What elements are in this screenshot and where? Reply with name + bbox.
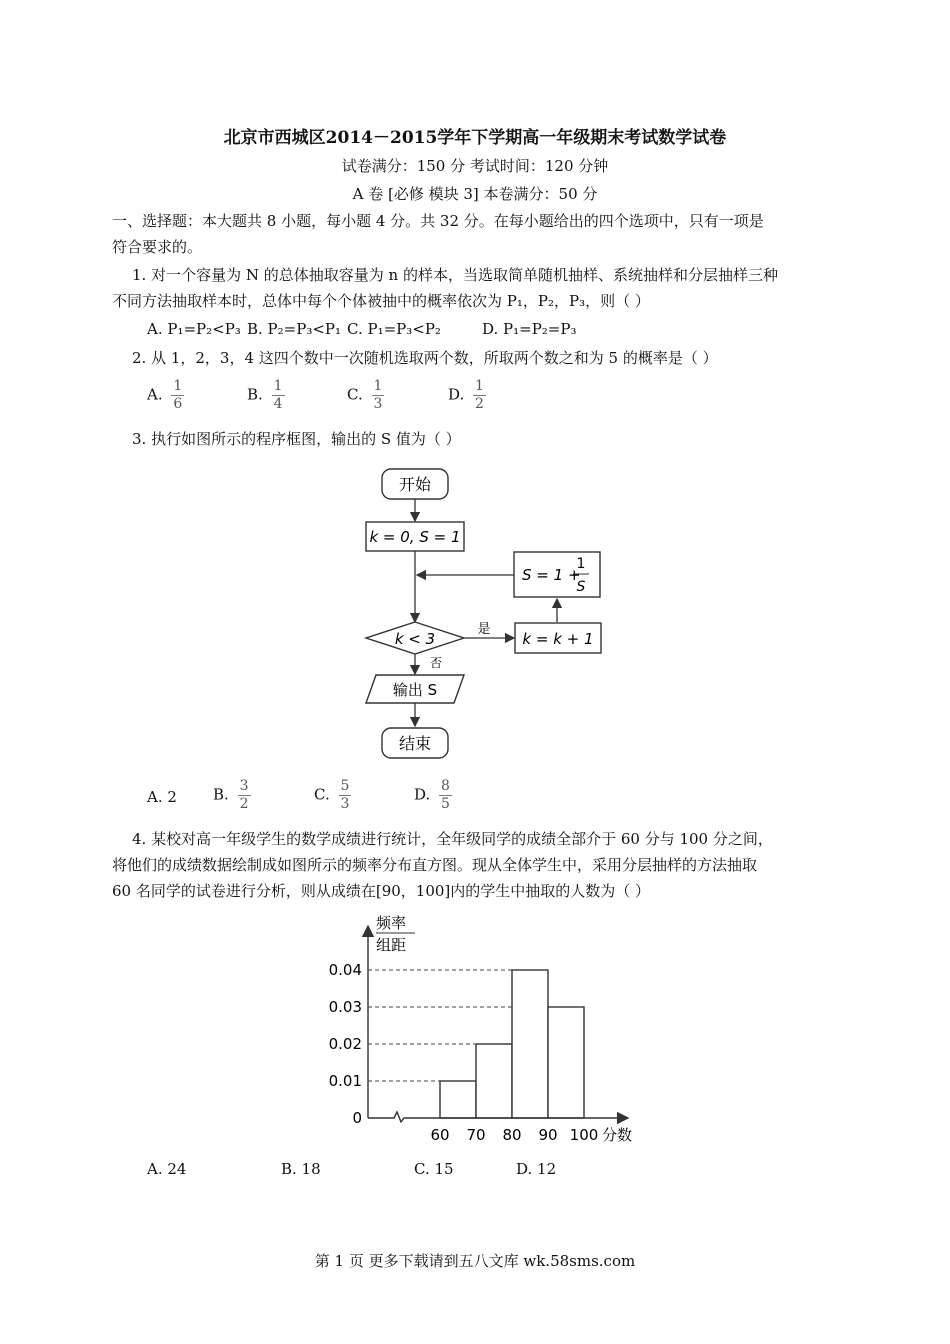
instructions-line-1: 一、选择题：本大题共 8 小题，每小题 4 分。共 32 分。在每小题给出的四个选项中，只有一项是 (112, 212, 764, 230)
page-title: 北京市西城区2014－2015学年下学期高一年级期末考试数学试卷 (223, 128, 727, 148)
flow-condition-label: k < 3 (394, 630, 436, 648)
q3-option-d-label: D. (414, 785, 431, 804)
q2-option-d-fraction: $\frac{1}{2}$ (475, 378, 484, 412)
q4-option-d[interactable]: D. 12 (516, 1160, 557, 1178)
histogram-x-tick-100: 100 (569, 1126, 599, 1144)
q2-option-b[interactable] (247, 378, 285, 413)
q4-line-3: 60 名同学的试卷进行分析，则从成绩在[90，100]内的学生中抽取的人数为（ ） (112, 882, 651, 900)
q3-option-c-label: C. (314, 785, 330, 804)
q3-option-b[interactable] (213, 778, 251, 813)
histogram-y-tick-0.01: 0.01 (328, 1072, 362, 1090)
q1-option-d[interactable]: D. P₁=P₂=P₃ (482, 320, 577, 338)
flow-update-s-num: 1 (576, 556, 586, 572)
flow-start-label: 开始 (398, 475, 432, 494)
q3-option-b-fraction: $\frac{3}{2}$ (239, 778, 249, 812)
q2-option-b-label: B. (247, 385, 263, 404)
q3-option-b-label: B. (213, 785, 229, 804)
flowchart (350, 460, 620, 765)
histogram-x-tick-90: 90 (538, 1126, 558, 1144)
q2-text: 2. 从 1，2，3，4 这四个数中一次随机选取两个数，所取两个数之和为 5 的概率是（ ） (132, 349, 718, 367)
q3-option-c[interactable] (314, 778, 351, 813)
histogram-ylabel-top: 频率 (376, 914, 407, 932)
q4-line-1: 4. 某校对高一年级学生的数学成绩进行统计，全年级同学的成绩全部介于 60 分与 100 分之间， (132, 830, 773, 848)
q2-option-c-fraction: $\frac{1}{3}$ (373, 378, 383, 412)
q2-option-d[interactable] (448, 378, 486, 413)
q3-option-d[interactable] (414, 778, 452, 813)
flow-update-k-label: k = k + 1 (522, 630, 594, 648)
q3-text: 3. 执行如图所示的程序框图，输出的 S 值为（ ） (132, 430, 461, 448)
flow-no-label: 否 (430, 656, 443, 670)
flow-init-label: k = 0, S = 1 (369, 528, 461, 546)
histogram-origin-label: 0 (352, 1109, 362, 1127)
flow-update-s-den: S (576, 579, 586, 595)
q4-option-b[interactable]: B. 18 (281, 1160, 321, 1178)
q4-line-2: 将他们的成绩数据绘制成如图所示的频率分布直方图。现从全体学生中，采用分层抽样的方法抽取 (112, 856, 758, 874)
q1-option-c[interactable]: C. P₁=P₃<P₂ (347, 320, 441, 338)
section-a-heading: A 卷 [必修 模块 3] 本卷满分：50 分 (352, 185, 598, 203)
q1-option-a[interactable]: A. P₁=P₂<P₃ (147, 320, 241, 338)
histogram-xlabel: 分数 (602, 1126, 633, 1144)
q2-option-a[interactable] (147, 378, 184, 413)
q3-option-a[interactable]: A. 2 (147, 788, 177, 806)
q1-line-1: 1. 对一个容量为 N 的总体抽取容量为 n 的样本，当选取简单随机抽样、系统抽样和分层抽样三种 (132, 266, 778, 284)
histogram-y-tick-0.02: 0.02 (328, 1035, 362, 1053)
q2-option-a-label: A. (147, 385, 163, 404)
q2-option-b-fraction: $\frac{1}{4}$ (273, 378, 283, 412)
q2-option-c-label: C. (347, 385, 363, 404)
q2-option-d-label: D. (448, 385, 465, 404)
histogram-x-tick-60: 60 (430, 1126, 450, 1144)
histogram-x-tick-70: 70 (466, 1126, 486, 1144)
q1-option-b[interactable]: B. P₂=P₃<P₁ (247, 320, 342, 338)
histogram-y-tick-0.03: 0.03 (328, 998, 362, 1016)
histogram-bar-60-70 (440, 1081, 476, 1118)
page-footer: 第 1 页 更多下载请到五八文库 wk.58sms.com (314, 1252, 636, 1270)
q3-option-c-fraction: $\frac{5}{3}$ (340, 778, 350, 812)
flow-output-label: 输出 S (392, 681, 438, 699)
histogram-bar-80-90 (512, 970, 548, 1118)
exam-meta: 试卷满分：150 分 考试时间：120 分钟 (341, 157, 609, 175)
q3-option-d-fraction: $\frac{8}{5}$ (441, 778, 450, 812)
histogram-ylabel-bottom: 组距 (376, 936, 407, 954)
instructions-line-2: 符合要求的。 (112, 238, 203, 256)
histogram-bar-90-100 (548, 1007, 584, 1118)
flow-update-s-prefix: S = 1 + (522, 566, 581, 584)
q4-option-a[interactable]: A. 24 (147, 1160, 187, 1178)
histogram-bar-70-80 (476, 1044, 512, 1118)
q2-option-a-fraction: $\frac{1}{6}$ (173, 378, 183, 412)
q2-option-c[interactable] (347, 378, 384, 413)
histogram-x-tick-80: 80 (502, 1126, 522, 1144)
q1-line-2: 不同方法抽取样本时，总体中每个个体被抽中的概率依次为 P₁，P₂，P₃，则（ ） (112, 292, 650, 310)
histogram-y-tick-0.04: 0.04 (328, 961, 362, 979)
flow-yes-label: 是 (477, 622, 491, 637)
q4-option-c[interactable]: C. 15 (414, 1160, 454, 1178)
frequency-histogram (320, 908, 650, 1148)
flow-end-label: 结束 (398, 734, 432, 753)
